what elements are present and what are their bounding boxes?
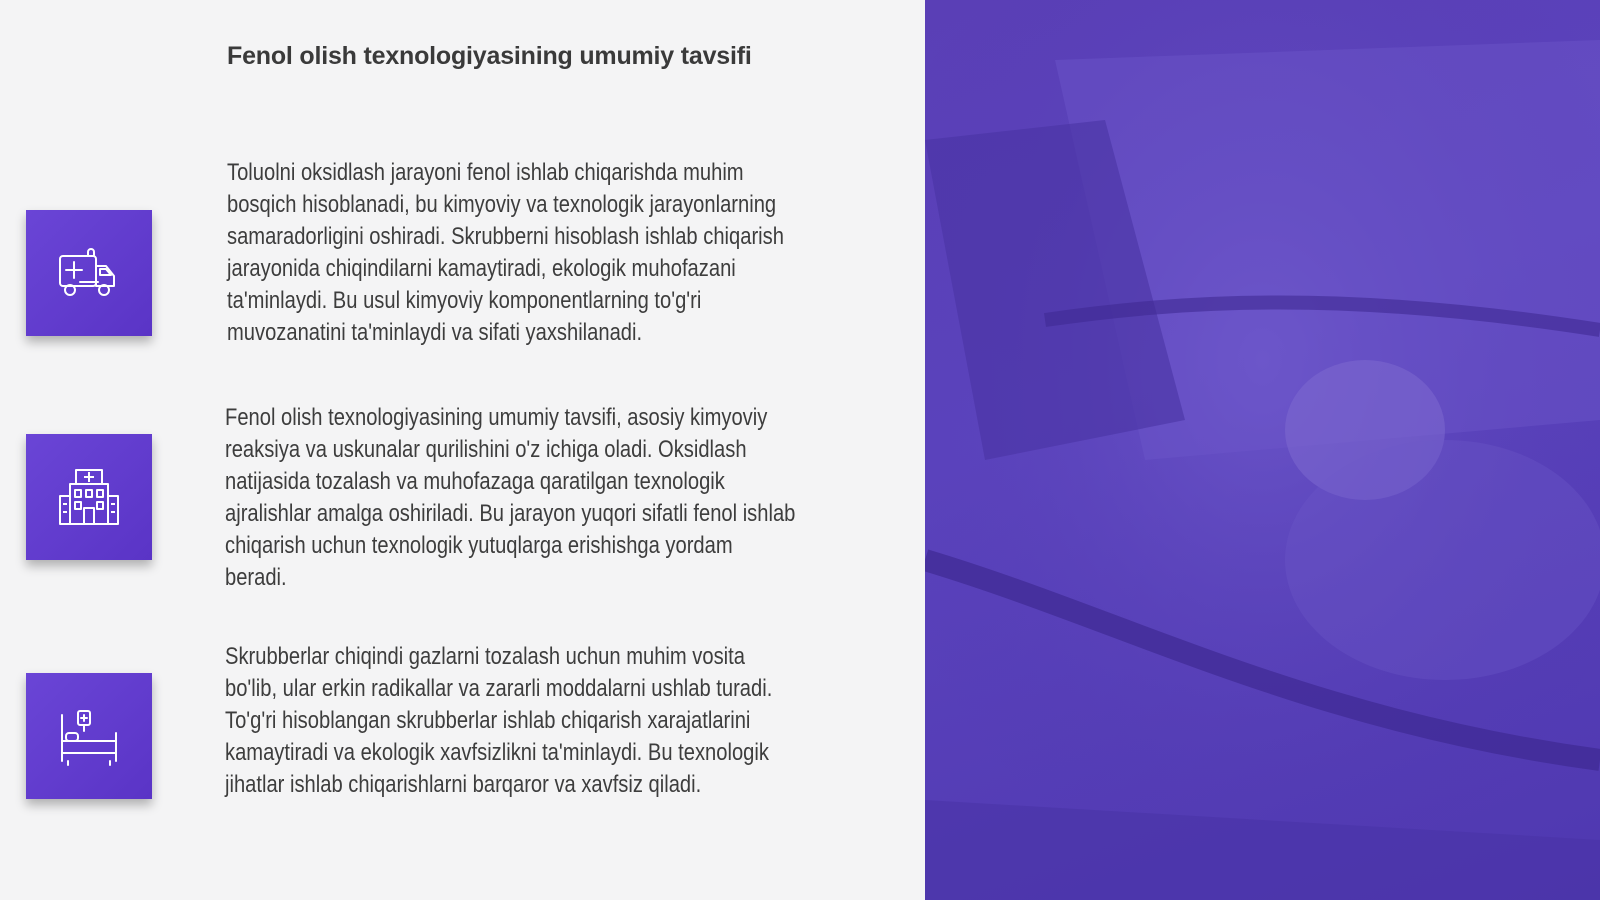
hero-image (925, 0, 1600, 900)
ambulance-tile (26, 210, 152, 336)
ambulance-icon (54, 238, 124, 308)
hospital-bed-tile (26, 673, 152, 799)
slide-title: Fenol olish texnologiyasining umumiy tavsifi (227, 42, 752, 70)
paragraph-2: Fenol olish texnologiyasining umumiy tavsifi, asosiy kimyoviy reaksiya va uskunalar qurilishini o'z ichiga oladi. Oksidlash natijasida tozalash va muhofazaga qaratilgan texnologik ajralishlar amalga oshiriladi. Bu jarayon yuqori sifatli fenol ishlab chiqarish uchun texnologik yutuqlarga erishishga yordam beradi. (225, 404, 796, 591)
hospital-icon (54, 462, 124, 532)
paragraph-3: Skrubberlar chiqindi gazlarni tozalash uchun muhim vosita bo'lib, ular erkin radikallar va zararli moddalarni ushlab turadi. To'g'ri hisoblangan skrubberlar ishlab chiqarish xarajatlarini kamaytiradi va ekologik xavfsizlikni ta'minlaydi. Bu texnologik jihatlar ishlab chiqarishlarni barqaror va xavfsiz qiladi. (225, 643, 773, 798)
hospital-bed-icon (54, 701, 124, 771)
hospital-tile (26, 434, 152, 560)
paragraph-1: Toluolni oksidlash jarayoni fenol ishlab chiqarishda muhim bosqich hisoblanadi, bu kimyoviy va texnologik jarayonlarning samaradorligini oshiradi. Skrubberni hisoblash ishlab chiqarish jarayonida chiqindilarni kamaytiradi, ekologik muhofazani ta'minlaydi. Bu usul kimyoviy komponentlarning to'g'ri muvozanatini ta'minlaydi va sifati yaxshilanadi. (227, 159, 784, 346)
